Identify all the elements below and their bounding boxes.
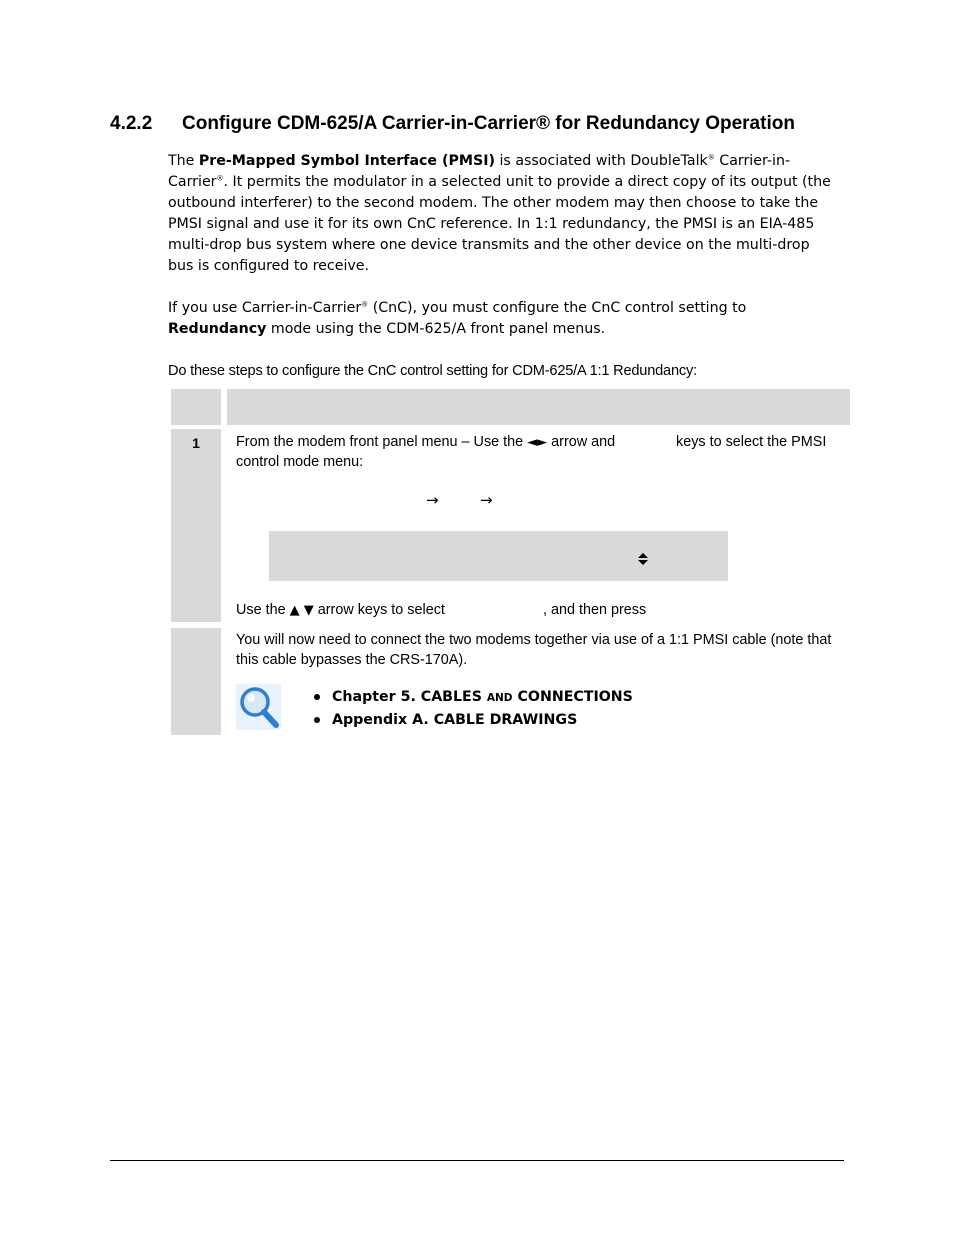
section-number: 4.2.2 [110,113,153,134]
reference-appendix-a[interactable] [312,709,633,731]
step-number: 1 [192,435,200,451]
intro-paragraph-pmsi [168,151,838,277]
ref-2-label: Appendix A. CABLE DRAWINGS [332,712,578,728]
step-2-instruction: You will now need to connect the two modems together via use of a 1:1 PMSI cable (note that this cable bypasses the CRS-170A). [236,632,832,668]
section-heading [110,112,870,136]
p1-text-b: is associated with DoubleTalk [494,153,708,169]
use-text-a: Use the [236,602,290,618]
step-number [171,628,221,634]
p1-registered-1: ® [707,153,715,162]
p2-bold-redundancy: Redundancy [168,321,267,337]
p2-text-c: mode using the CDM-625/A front panel menus. [266,321,606,337]
up-down-arrows-icon [638,553,648,567]
p1-text-d: . It permits the modulator in a selected unit to provide a direct copy of its output (the outbound interferer) to the second modem. The other modem may then choose to take the PMSI signal and use it for its own CnC reference. In 1:1 redundancy, the PMSI is an EIA-485 multi-drop bus system where one device transmits and the other device on the multi-drop bus is configured to receive. [168,174,831,274]
step-1-select-instruction [236,600,836,621]
table-header-task [227,389,850,425]
p2-text-a: If you use Carrier-in-Carrier [168,300,362,316]
lcd-display [269,531,728,581]
section-title: Configure CDM-625/A Carrier-in-Carrier® for Redundancy Operation [182,113,795,134]
step-1-text-b: arrow and [547,434,616,450]
right-arrow-icon: → [480,491,493,509]
p1-text-a: The [168,153,199,169]
p2-text-b: (CnC), you must configure the CnC control setting to [368,300,747,316]
intro-paragraph-cnc [168,298,838,340]
reference-list [312,686,633,731]
footer-rule [110,1160,844,1161]
left-right-arrow-keys-icon: ◄► [527,435,548,450]
use-text-c: , and then press [543,602,647,618]
ref-1-part-a: Chapter 5. CABLES [332,689,487,705]
reference-chapter-5[interactable] [312,686,633,709]
magnifier-icon [236,684,281,730]
table-header-step [171,389,221,425]
step-number-cell-1 [171,429,221,622]
step-1-text-line2: control mode menu: [236,454,364,470]
step-number-cell-2 [171,628,221,735]
right-arrow-icon: → [426,491,439,509]
step-1-text-a: From the modem front panel menu – Use the [236,434,528,450]
p1-bold-pmsi: Pre-Mapped Symbol Interface (PMSI) [198,153,495,169]
step-1-text-c: keys to select the PMSI [676,434,827,450]
steps-intro: Do these steps to configure the CnC control setting for CDM-625/A 1:1 Redundancy: [168,363,697,379]
p1-text-c: Carrier-in-Carrier [168,153,791,190]
p2-registered: ® [361,300,369,309]
p1-registered-2: ® [216,174,224,183]
ref-1-part-b: CONNECTIONS [512,689,633,705]
up-down-arrow-keys-icon: ▲ ▼ [289,603,314,618]
use-text-b: arrow keys to select [313,602,445,618]
ref-1-part-sc: AND [486,692,513,704]
